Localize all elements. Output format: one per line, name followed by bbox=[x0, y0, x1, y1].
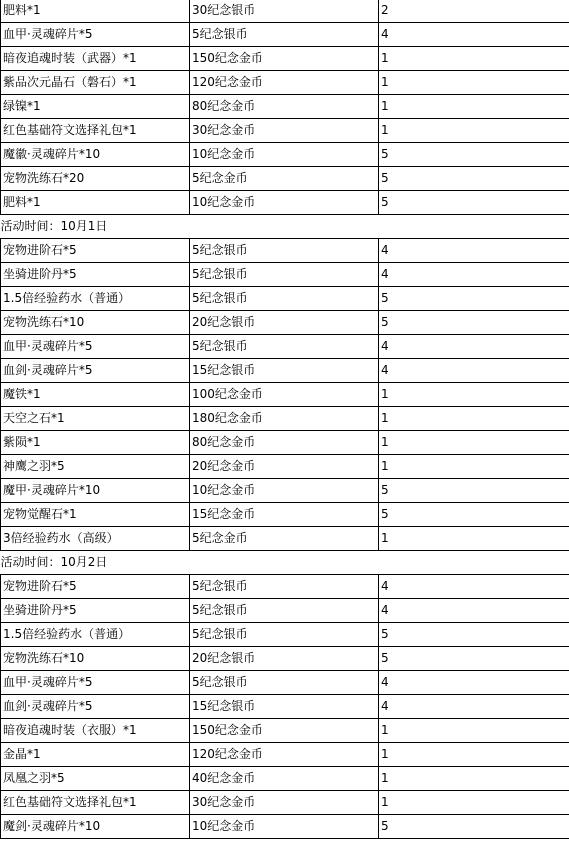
section-heading-row bbox=[1, 215, 569, 239]
item-name-cell: 凤凰之羽*5 bbox=[1, 767, 190, 791]
limit-cell: 4 bbox=[379, 359, 569, 383]
table-row bbox=[1, 143, 569, 167]
limit-cell: 1 bbox=[379, 119, 569, 143]
table-row bbox=[1, 767, 569, 791]
price-cell: 10纪念金币 bbox=[190, 143, 379, 167]
limit-cell: 5 bbox=[379, 191, 569, 215]
item-name-cell: 3倍经验药水（高级） bbox=[1, 527, 190, 551]
table-row bbox=[1, 23, 569, 47]
table-row bbox=[1, 359, 569, 383]
limit-cell: 5 bbox=[379, 143, 569, 167]
item-name-cell: 红色基础符文选择礼包*1 bbox=[1, 119, 190, 143]
item-name-cell: 绿镍*1 bbox=[1, 95, 190, 119]
table-row bbox=[1, 527, 569, 551]
table-row bbox=[1, 599, 569, 623]
price-cell: 5纪念银币 bbox=[190, 599, 379, 623]
limit-cell: 4 bbox=[379, 671, 569, 695]
price-cell: 20纪念银币 bbox=[190, 311, 379, 335]
limit-cell: 4 bbox=[379, 599, 569, 623]
item-name-cell: 神鹰之羽*5 bbox=[1, 455, 190, 479]
price-cell: 15纪念金币 bbox=[190, 503, 379, 527]
table-row bbox=[1, 479, 569, 503]
limit-cell: 4 bbox=[379, 23, 569, 47]
table-row bbox=[1, 191, 569, 215]
price-cell: 150纪念金币 bbox=[190, 719, 379, 743]
price-cell: 5纪念银币 bbox=[190, 23, 379, 47]
item-name-cell: 魔徽·灵魂碎片*10 bbox=[1, 143, 190, 167]
price-cell: 150纪念金币 bbox=[190, 47, 379, 71]
table-row bbox=[1, 695, 569, 719]
price-cell: 5纪念金币 bbox=[190, 167, 379, 191]
limit-cell: 1 bbox=[379, 431, 569, 455]
price-cell: 5纪念金币 bbox=[190, 527, 379, 551]
price-cell: 10纪念金币 bbox=[190, 191, 379, 215]
item-name-cell: 血甲·灵魂碎片*5 bbox=[1, 335, 190, 359]
price-cell: 5纪念银币 bbox=[190, 671, 379, 695]
limit-cell: 1 bbox=[379, 767, 569, 791]
price-cell: 100纪念金币 bbox=[190, 383, 379, 407]
item-name-cell: 紫陨*1 bbox=[1, 431, 190, 455]
item-name-cell: 血剑·灵魂碎片*5 bbox=[1, 359, 190, 383]
item-name-cell: 肥料*1 bbox=[1, 191, 190, 215]
table-row bbox=[1, 743, 569, 767]
limit-cell: 1 bbox=[379, 47, 569, 71]
item-name-cell: 宠物进阶石*5 bbox=[1, 239, 190, 263]
item-name-cell: 紫品次元晶石（磐石）*1 bbox=[1, 71, 190, 95]
item-name-cell: 宠物洗练石*20 bbox=[1, 167, 190, 191]
table-row bbox=[1, 287, 569, 311]
item-name-cell: 血甲·灵魂碎片*5 bbox=[1, 23, 190, 47]
table-row bbox=[1, 575, 569, 599]
section-heading-row bbox=[1, 551, 569, 575]
limit-cell: 5 bbox=[379, 287, 569, 311]
limit-cell: 4 bbox=[379, 575, 569, 599]
item-name-cell: 天空之石*1 bbox=[1, 407, 190, 431]
price-cell: 10纪念金币 bbox=[190, 479, 379, 503]
table-row bbox=[1, 503, 569, 527]
limit-cell: 4 bbox=[379, 263, 569, 287]
item-name-cell: 宠物进阶石*5 bbox=[1, 575, 190, 599]
table-row bbox=[1, 815, 569, 839]
limit-cell: 1 bbox=[379, 743, 569, 767]
table-row bbox=[1, 239, 569, 263]
item-name-cell: 红色基础符文选择礼包*1 bbox=[1, 791, 190, 815]
table-row bbox=[1, 167, 569, 191]
activity-time-heading: 活动时间：10月1日 bbox=[0, 219, 108, 233]
price-cell: 10纪念金币 bbox=[190, 815, 379, 839]
limit-cell: 5 bbox=[379, 815, 569, 839]
item-name-cell: 血剑·灵魂碎片*5 bbox=[1, 695, 190, 719]
table-row bbox=[1, 47, 569, 71]
price-cell: 5纪念银币 bbox=[190, 623, 379, 647]
price-cell: 180纪念金币 bbox=[190, 407, 379, 431]
item-name-cell: 暗夜追魂时装（武器）*1 bbox=[1, 47, 190, 71]
price-cell: 30纪念金币 bbox=[190, 119, 379, 143]
table-row bbox=[1, 95, 569, 119]
limit-cell: 5 bbox=[379, 479, 569, 503]
table-row bbox=[1, 119, 569, 143]
item-name-cell: 魔甲·灵魂碎片*10 bbox=[1, 479, 190, 503]
item-name-cell: 金晶*1 bbox=[1, 743, 190, 767]
table-row bbox=[1, 71, 569, 95]
limit-cell: 4 bbox=[379, 335, 569, 359]
table-row bbox=[1, 263, 569, 287]
table-row bbox=[1, 647, 569, 671]
price-cell: 15纪念银币 bbox=[190, 695, 379, 719]
price-cell: 120纪念金币 bbox=[190, 71, 379, 95]
price-cell: 5纪念银币 bbox=[190, 575, 379, 599]
limit-cell: 1 bbox=[379, 95, 569, 119]
price-cell: 5纪念银币 bbox=[190, 287, 379, 311]
price-cell: 5纪念银币 bbox=[190, 263, 379, 287]
limit-cell: 1 bbox=[379, 527, 569, 551]
limit-cell: 1 bbox=[379, 71, 569, 95]
item-name-cell: 魔剑·灵魂碎片*10 bbox=[1, 815, 190, 839]
limit-cell: 5 bbox=[379, 623, 569, 647]
table-row bbox=[1, 455, 569, 479]
table-row bbox=[1, 0, 569, 23]
exchange-table-body bbox=[1, 0, 569, 839]
item-name-cell: 坐骑进阶丹*5 bbox=[1, 263, 190, 287]
item-name-cell: 1.5倍经验药水（普通） bbox=[1, 287, 190, 311]
table-row bbox=[1, 335, 569, 359]
limit-cell: 5 bbox=[379, 311, 569, 335]
table-row bbox=[1, 671, 569, 695]
item-name-cell: 宠物洗练石*10 bbox=[1, 647, 190, 671]
limit-cell: 5 bbox=[379, 167, 569, 191]
limit-cell: 1 bbox=[379, 455, 569, 479]
limit-cell: 4 bbox=[379, 695, 569, 719]
limit-cell: 2 bbox=[379, 0, 569, 23]
item-name-cell: 暗夜追魂时装（衣服）*1 bbox=[1, 719, 190, 743]
activity-time-heading: 活动时间：10月2日 bbox=[0, 555, 108, 569]
table-row bbox=[1, 719, 569, 743]
limit-cell: 5 bbox=[379, 503, 569, 527]
price-cell: 30纪念银币 bbox=[190, 0, 379, 23]
table-row bbox=[1, 383, 569, 407]
item-name-cell: 宠物觉醒石*1 bbox=[1, 503, 190, 527]
price-cell: 40纪念金币 bbox=[190, 767, 379, 791]
price-cell: 120纪念金币 bbox=[190, 743, 379, 767]
price-cell: 80纪念金币 bbox=[190, 95, 379, 119]
item-name-cell: 魔铁*1 bbox=[1, 383, 190, 407]
table-row bbox=[1, 311, 569, 335]
table-row bbox=[1, 407, 569, 431]
table-row bbox=[1, 623, 569, 647]
table-row bbox=[1, 431, 569, 455]
limit-cell: 5 bbox=[379, 647, 569, 671]
item-name-cell: 肥料*1 bbox=[1, 0, 190, 23]
item-name-cell: 1.5倍经验药水（普通） bbox=[1, 623, 190, 647]
price-cell: 20纪念银币 bbox=[190, 647, 379, 671]
price-cell: 20纪念金币 bbox=[190, 455, 379, 479]
price-cell: 5纪念银币 bbox=[190, 239, 379, 263]
table-row bbox=[1, 791, 569, 815]
limit-cell: 1 bbox=[379, 791, 569, 815]
price-cell: 30纪念金币 bbox=[190, 791, 379, 815]
item-name-cell: 血甲·灵魂碎片*5 bbox=[1, 671, 190, 695]
limit-cell: 1 bbox=[379, 383, 569, 407]
price-cell: 5纪念银币 bbox=[190, 335, 379, 359]
item-name-cell: 坐骑进阶丹*5 bbox=[1, 599, 190, 623]
price-cell: 15纪念银币 bbox=[190, 359, 379, 383]
limit-cell: 1 bbox=[379, 719, 569, 743]
limit-cell: 1 bbox=[379, 407, 569, 431]
item-name-cell: 宠物洗练石*10 bbox=[1, 311, 190, 335]
limit-cell: 4 bbox=[379, 239, 569, 263]
price-cell: 80纪念金币 bbox=[190, 431, 379, 455]
